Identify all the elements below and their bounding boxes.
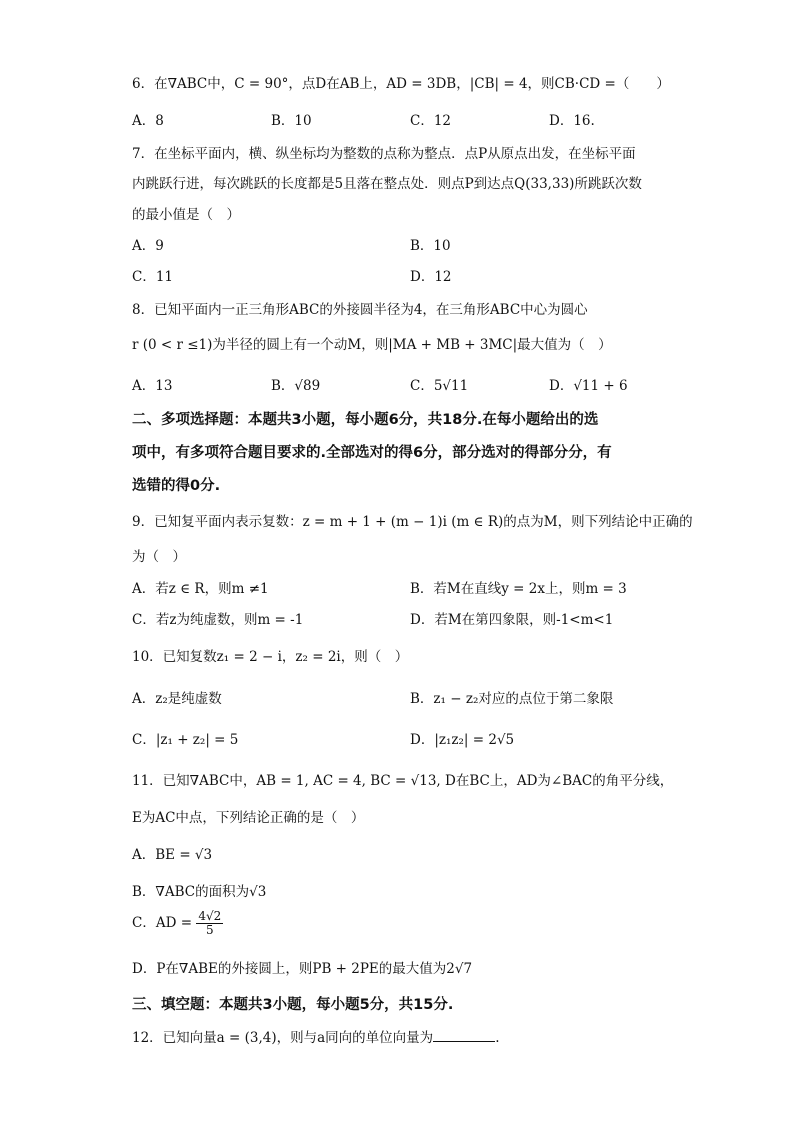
q6-option-a: A．8 bbox=[132, 113, 164, 129]
q9-option-a: A．若z ∈ R，则m ≠1 bbox=[132, 581, 269, 597]
section2-line3: 选错的得0分. bbox=[132, 478, 221, 494]
q11-option-c bbox=[132, 910, 223, 937]
q8-option-d: D．√11 + 6 bbox=[549, 378, 628, 394]
q12-stem-text: 12．已知向量a = (3,4)，则与a同向的单位向量为 bbox=[132, 1030, 434, 1046]
q6-option-b: B．10 bbox=[271, 113, 312, 129]
q11-option-b: B．∇ABC的面积为√3 bbox=[132, 884, 267, 900]
q10-option-c: C．|z₁ + z₂| = 5 bbox=[132, 732, 239, 748]
q11-option-c-label: C．AD = bbox=[132, 915, 193, 932]
q9-stem-line2: 为（ ） bbox=[132, 549, 186, 565]
q7-stem-line3: 的最小值是（ ） bbox=[132, 207, 240, 223]
q10-option-a: A．z₂是纯虚数 bbox=[132, 691, 222, 707]
q11-option-d: D．P在∇ABE的外接圆上，则PB + 2PE的最大值为2√7 bbox=[132, 961, 473, 977]
q9-option-d: D．若M在第四象限，则-1<m<1 bbox=[410, 612, 614, 628]
q11-stem-line1: 11．已知∇ABC中，AB = 1, AC = 4, BC = √13, D在BC上，AD为∠BAC的角平分线， bbox=[132, 773, 674, 789]
q8-option-a: A．13 bbox=[132, 378, 173, 394]
q6-stem: 6．在∇ABC中，C = 90°，点D在AB上，AD = 3DB，|CB| = 4，则CB·CD =（ ） bbox=[132, 76, 670, 92]
q7-option-c: C．11 bbox=[132, 269, 174, 285]
q7-option-a: A．9 bbox=[132, 238, 164, 254]
q10-stem: 10．已知复数z₁ = 2 − i，z₂ = 2i，则（ ） bbox=[132, 649, 409, 665]
q9-stem-line1: 9．已知复平面内表示复数：z = m + 1 + (m − 1)i (m ∈ R)的点为M，则下列结论中正确的 bbox=[132, 514, 693, 530]
answer-blank[interactable] bbox=[433, 1031, 495, 1042]
q11-option-a: A．BE = √3 bbox=[132, 847, 213, 863]
q6-option-c: C．12 bbox=[410, 113, 452, 129]
q9-option-b: B．若M在直线y = 2x上，则m = 3 bbox=[410, 581, 627, 597]
q8-stem-line2: r (0 < r ≤1)为半径的圆上有一个动M，则|MA + MB + 3MC|最大值为（ ） bbox=[132, 337, 612, 353]
q10-option-d: D．|z₁z₂| = 2√5 bbox=[410, 732, 515, 748]
section3-header: 三、填空题：本题共3小题，每小题5分，共15分. bbox=[132, 997, 454, 1013]
q9-option-c: C．若z为纯虚数，则m = -1 bbox=[132, 612, 304, 628]
section2-line2: 项中，有多项符合题目要求的.全部选对的得6分，部分选对的得部分分，有 bbox=[132, 445, 612, 461]
q12-stem-end: . bbox=[495, 1030, 500, 1046]
q11-option-c-fraction bbox=[196, 910, 223, 937]
q7-stem-line2: 内跳跃行进，每次跳跃的长度都是5且落在整点处．则点P到达点Q(33,33)所跳跃次数 bbox=[132, 176, 642, 192]
q7-stem-line1: 7．在坐标平面内，横、纵坐标均为整数的点称为整点．点P从原点出发，在坐标平面 bbox=[132, 146, 636, 162]
q12-stem bbox=[132, 1026, 499, 1046]
q7-option-b: B．10 bbox=[410, 238, 451, 254]
q6-option-d: D．16. bbox=[549, 113, 595, 129]
fraction-numerator: 4√2 bbox=[198, 909, 222, 923]
q8-option-b: B．√89 bbox=[271, 378, 321, 394]
q8-stem-line1: 8．已知平面内一正三角形ABC的外接圆半径为4，在三角形ABC中心为圆心 bbox=[132, 302, 588, 318]
q11-stem-line2: E为AC中点，下列结论正确的是（ ） bbox=[132, 810, 365, 826]
section2-line1: 二、多项选择题：本题共3小题，每小题6分，共18分.在每小题给出的选 bbox=[132, 412, 599, 428]
q8-option-c: C．5√11 bbox=[410, 378, 469, 394]
q10-option-b: B．z₁ − z₂对应的点位于第二象限 bbox=[410, 691, 614, 707]
fraction-denominator: 5 bbox=[205, 923, 214, 938]
q7-option-d: D．12 bbox=[410, 269, 452, 285]
